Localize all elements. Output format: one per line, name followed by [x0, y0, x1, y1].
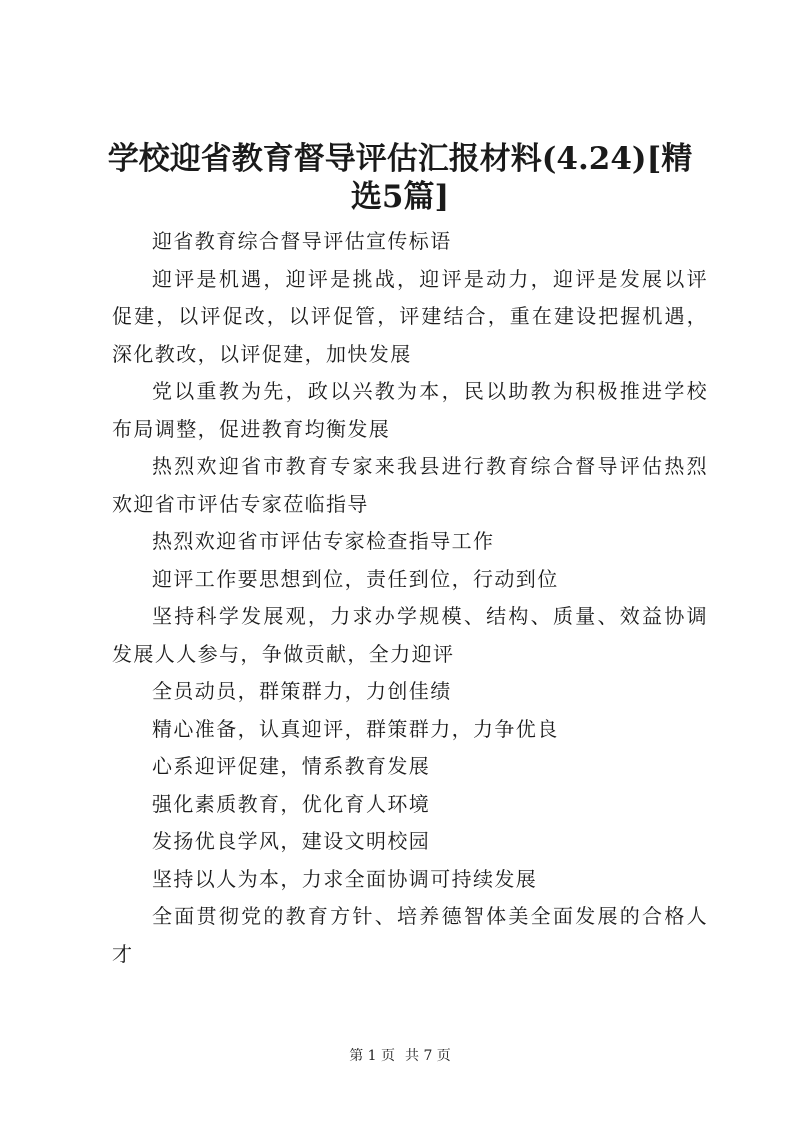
paragraph: 热烈欢迎省市教育专家来我县进行教育综合督导评估热烈欢迎省市评估专家莅临指导: [112, 454, 708, 516]
document-title: 学校迎省教育督导评估汇报材料(4.24)[精选5篇]: [107, 141, 693, 215]
page-footer: [0, 1046, 800, 1066]
document-body: [112, 223, 708, 973]
paragraph: 迎省教育综合督导评估宣传标语: [152, 229, 452, 253]
paragraph: 坚持以人为本，力求全面协调可持续发展: [152, 866, 538, 891]
paragraph: 发扬优良学风，建设文明校园: [152, 829, 431, 853]
paragraph: 全员动员，群策群力，力创佳绩: [152, 679, 452, 703]
paragraph: 强化素质教育，优化育人环境: [152, 791, 431, 816]
paragraph: 党以重教为先，政以兴教为本，民以助教为积极推进学校布局调整，促进教育均衡发展: [112, 379, 708, 441]
paragraph: 坚持科学发展观，力求办学规模、结构、质量、效益协调发展人人参与，争做贡献，全力迎评: [112, 604, 708, 666]
page-total: 共 7 页: [405, 1048, 451, 1064]
paragraph: 热烈欢迎省市评估专家检查指导工作: [152, 529, 495, 553]
page-number: 第 1 页: [349, 1048, 395, 1064]
paragraph: 迎评是机遇，迎评是挑战，迎评是动力，迎评是发展以评促建，以评促改，以评促管，评建结合，重在建设把握机遇，深化教改，以评促建，加快发展: [112, 266, 708, 366]
paragraph: 迎评工作要思想到位，责任到位，行动到位: [152, 566, 559, 591]
paragraph: 全面贯彻党的教育方针、培养德智体美全面发展的合格人才: [112, 904, 708, 966]
paragraph: 精心准备，认真迎评，群策群力，力争优良: [152, 716, 559, 741]
paragraph: 心系迎评促建，情系教育发展: [152, 754, 431, 778]
